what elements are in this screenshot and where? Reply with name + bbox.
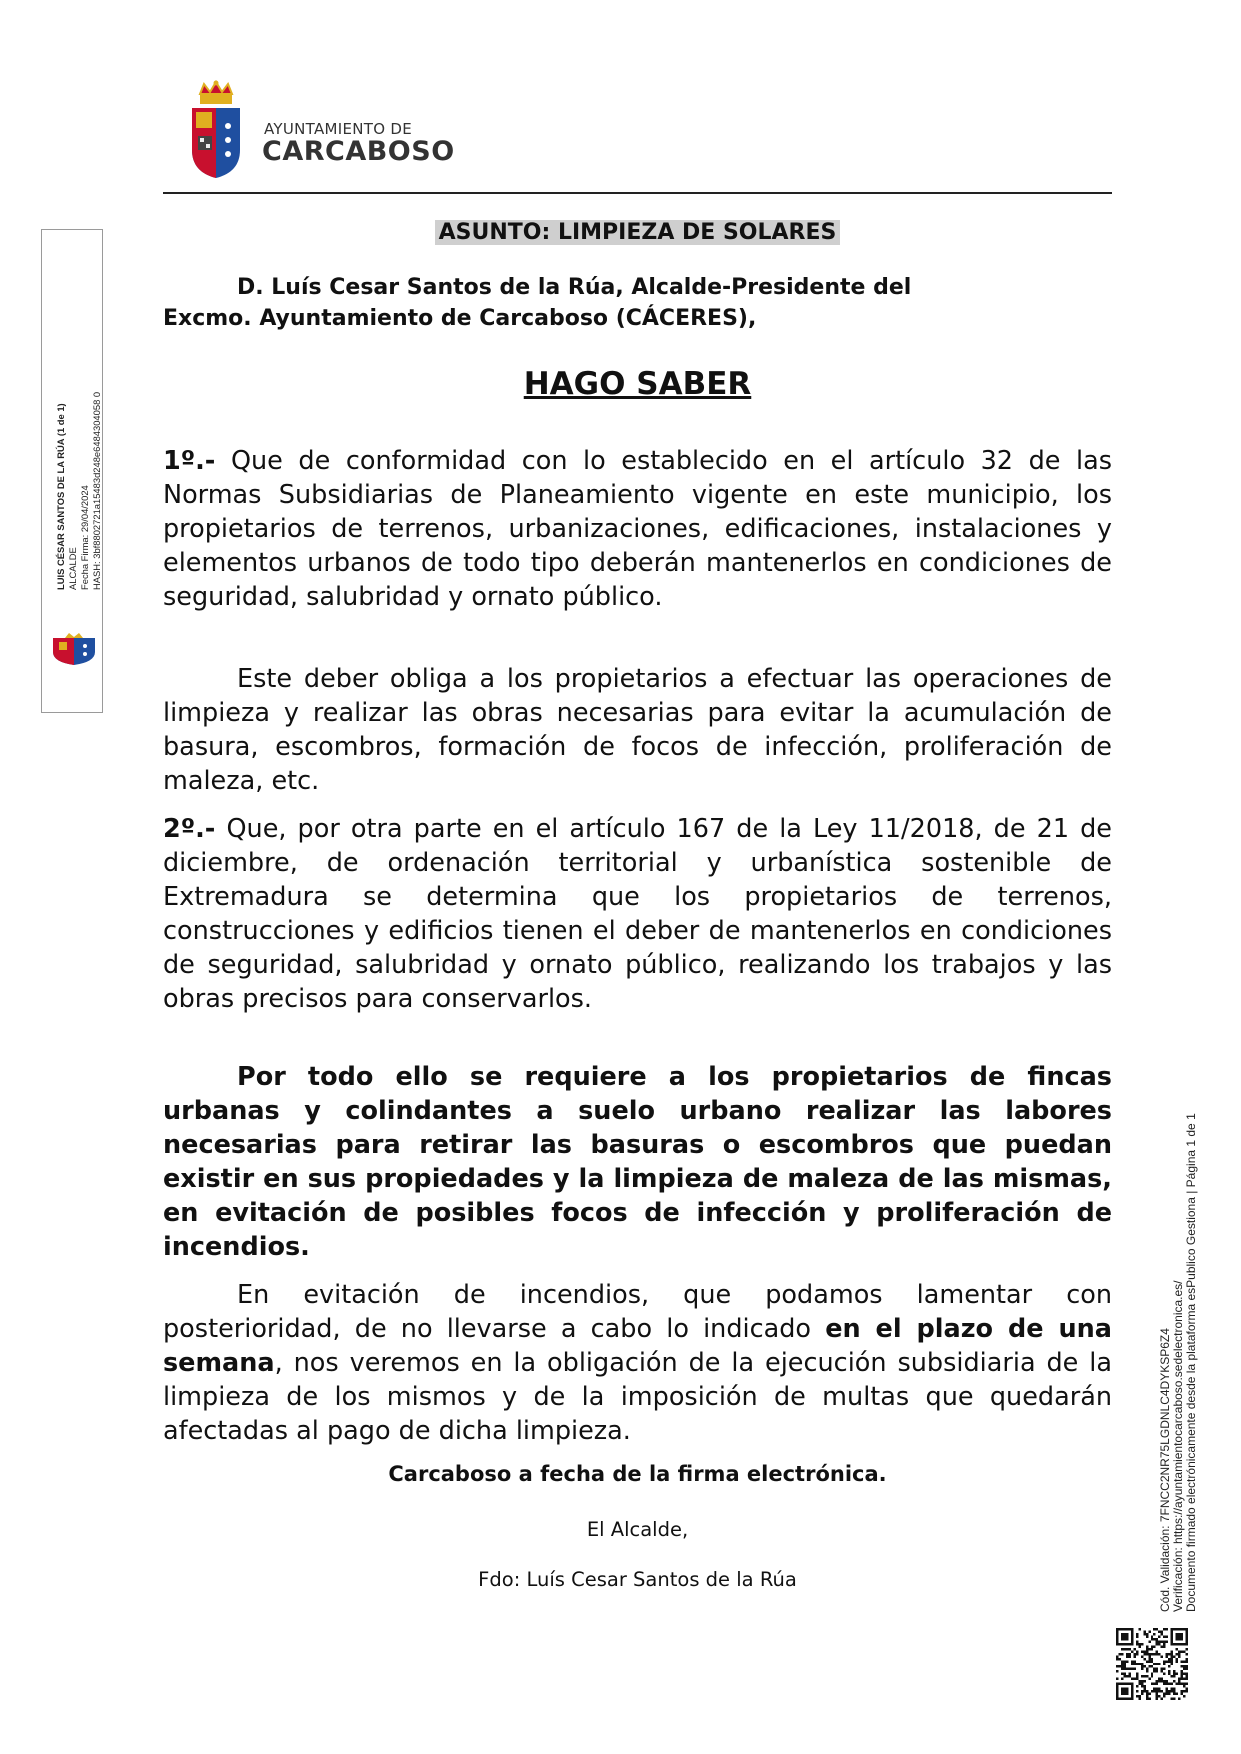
- verification-text: [1159, 1092, 1198, 1612]
- paragraph-5-text-a: En evitación de incendios, que podamos lamentar con posterioridad, de no llevarse a cabo lo indicado: [163, 1280, 1112, 1344]
- paragraph-4-requirement: Por todo ello se requiere a los propietarios de fincas urbanas y colindantes a suelo urbano realizar las labores necesarias para retirar las basuras o escombros que puedan existir en sus propiedades y la limpieza de maleza de las mismas, en evitación de posibles focos de infección y proliferación de incendios.: [163, 1062, 1112, 1262]
- signer-role: ALCALDE: [67, 547, 78, 590]
- qr-code-icon[interactable]: [1116, 1628, 1188, 1700]
- proclamation-title: HAGO SABER: [523, 366, 752, 402]
- place-date-line: Carcaboso a fecha de la firma electrónica.: [388, 1462, 887, 1486]
- header-divider: [163, 192, 1112, 194]
- paragraph-3-text: Que, por otra parte en el artículo 167 de la Ley 11/2018, de 21 de diciembre, de ordenación territorial y urbanística sostenible de Extremadura se determina que los propietarios de terrenos, construcciones y edificios tienen el deber de mantenerlos en condiciones de seguridad, salubridad y ornato público, realizando los trabajos y las obras precisos para conservarlos.: [163, 814, 1112, 1014]
- paragraph-5-deadline: en el plazo de una semana: [163, 1314, 1112, 1378]
- validation-code: Cód. Validación: 7FNCC2NR75LGDNLC4DYKSP6Z4: [1158, 1328, 1172, 1612]
- presenter-block: [163, 272, 1112, 334]
- paragraph-5: [163, 1278, 1112, 1448]
- signature-date: Fecha Firma: 29/04/2024: [79, 485, 90, 590]
- coat-of-arms-icon: [186, 80, 246, 180]
- subject-text: ASUNTO: LIMPIEZA DE SOLARES: [435, 220, 841, 245]
- paragraph-2: Este deber obliga a los propietarios a efectuar las operaciones de limpieza y realizar las obras necesarias para evitar la acumulación de basura, escombros, formación de focos de infección, proliferación de maleza, etc.: [163, 664, 1112, 796]
- signer-name: Fdo: Luís Cesar Santos de la Rúa: [478, 1568, 797, 1591]
- paragraph-1-label: 1º.-: [163, 446, 216, 476]
- presenter-line2: Excmo. Ayuntamiento de Carcaboso (CÁCERES),: [163, 306, 757, 331]
- signer-line: LUIS CÉSAR SANTOS DE LA RÚA (1 de 1): [55, 403, 66, 590]
- signature-hash: HASH: 3bf8802721a15483d248e6484304058 0: [91, 391, 102, 590]
- paragraph-1: [163, 444, 1112, 614]
- presenter-line1: D. Luís Cesar Santos de la Rúa, Alcalde-Presidente del: [237, 275, 912, 300]
- paragraph-3-label: 2º.-: [163, 814, 216, 844]
- paragraph-3: [163, 812, 1112, 1016]
- seal-icon: [49, 632, 99, 666]
- org-name-line2: CARCABOSO: [262, 136, 455, 167]
- signer-title: El Alcalde,: [586, 1518, 689, 1541]
- signature-stamp-text: [55, 360, 103, 590]
- subject-line: [163, 220, 1112, 245]
- paragraph-5-text-b: , nos veremos en la obligación de la ejecución subsidiaria de la limpieza de los mismos y de la imposición de multas que quedarán afectadas al pago de dicha limpieza.: [163, 1348, 1112, 1446]
- org-name-line1: AYUNTAMIENTO DE: [264, 120, 413, 138]
- verification-url[interactable]: Verificación: https://ayuntamientocarcaboso.sedelectronica.es/: [1171, 1280, 1185, 1612]
- platform-note: Documento firmado electrónicamente desde la plataforma esPublico Gestiona | Página 1 de 1: [1184, 1113, 1198, 1612]
- paragraph-1-text: Que de conformidad con lo establecido en el artículo 32 de las Normas Subsidiarias de Planeamiento vigente en este municipio, los propietarios de terrenos, urbanizaciones, edificaciones, instalaciones y elementos urbanos de todo tipo deberán mantenerlos en condiciones de seguridad, salubridad y ornato público.: [163, 446, 1112, 612]
